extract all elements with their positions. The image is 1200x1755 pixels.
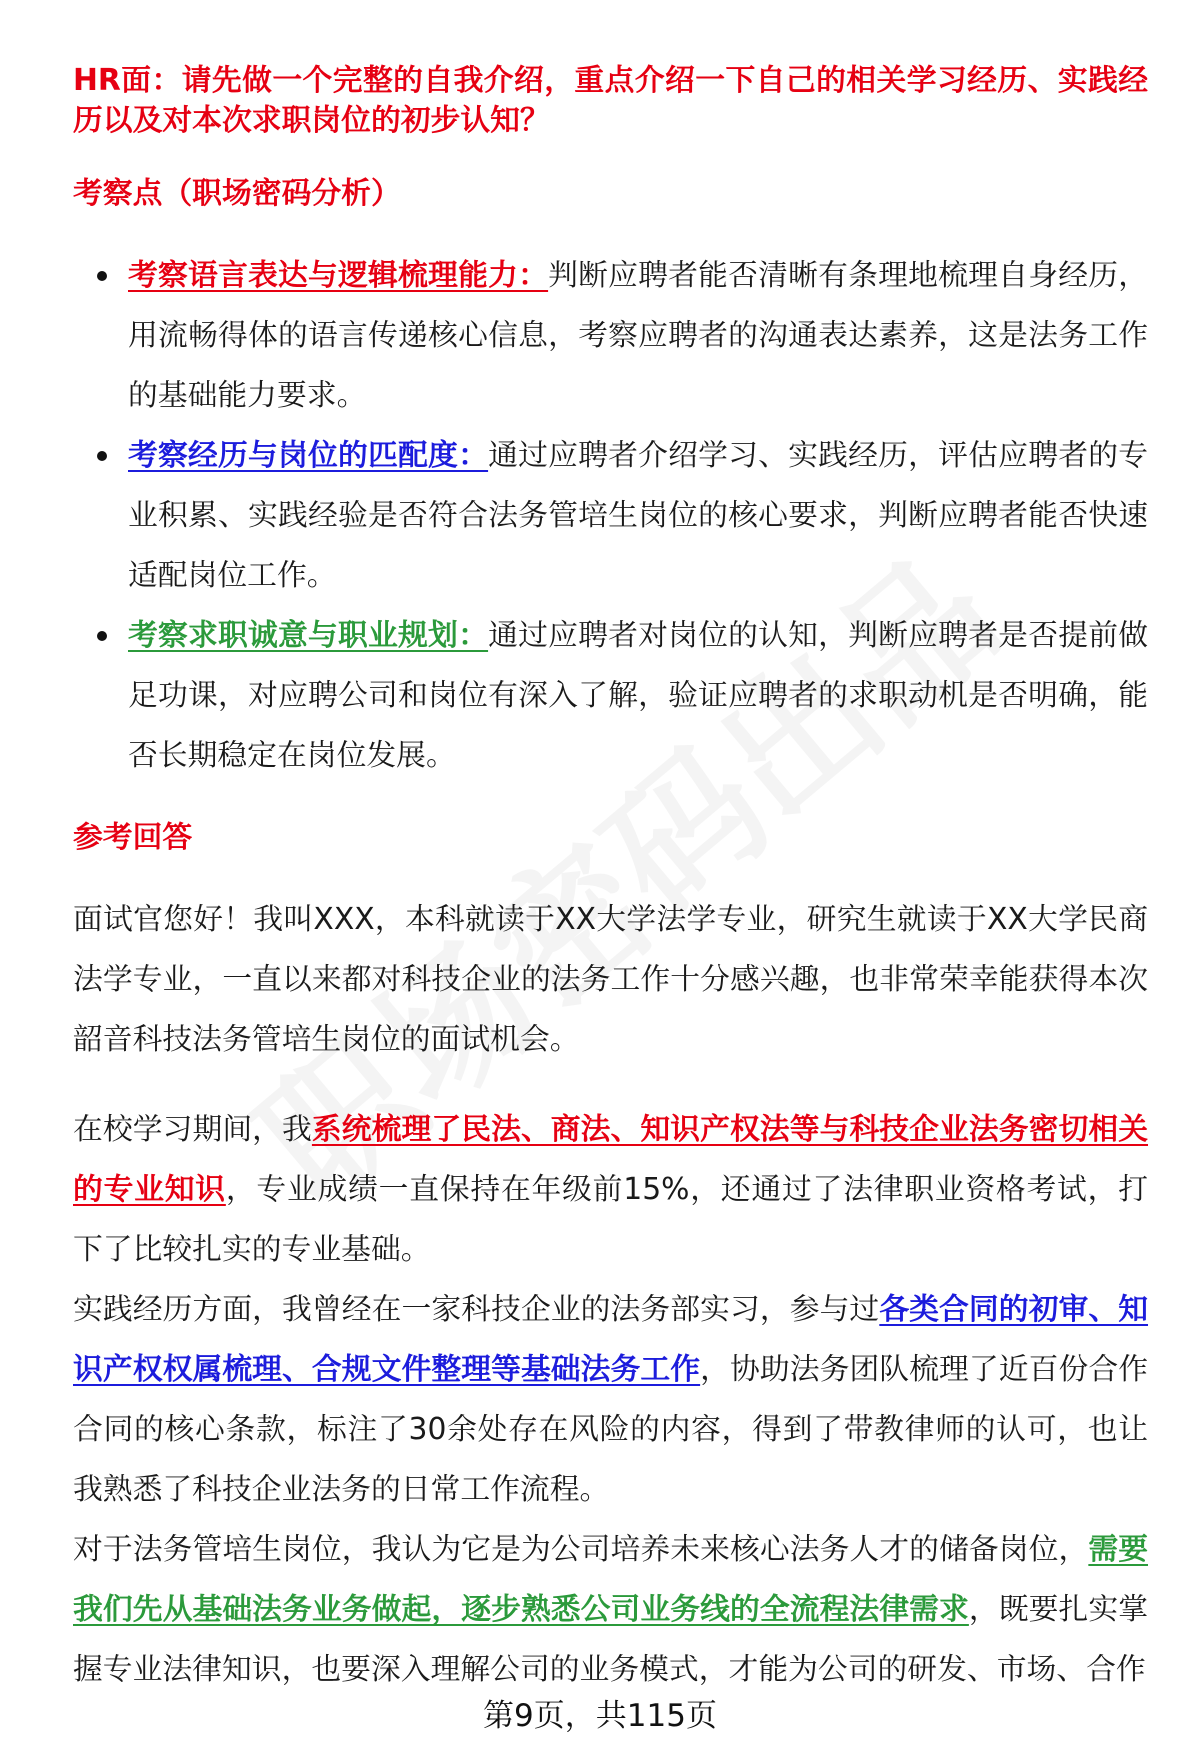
analysis-item-label: 考察经历与岗位的匹配度： <box>128 438 489 473</box>
paragraph-text: ，既要扎实掌握专业法律知识，也要深入理解公司的业务模式，才能为公司的研发、市场、合作 <box>73 1592 1149 1687</box>
analysis-item-sincerity <box>128 606 1148 786</box>
bullet-icon <box>97 451 107 461</box>
document-page <box>73 0 1148 1700</box>
paragraph-text: 实践经历方面，我曾经在一家科技企业的法务部实习，参与过 <box>73 1292 880 1327</box>
highlight-text: 需要我们先从基础法务业务做起，逐步熟悉公司业务线的全流程法律需求 <box>73 1532 1149 1627</box>
analysis-item-label: 考察语言表达与逻辑梳理能力： <box>128 258 549 293</box>
highlight-text: 系统梳理了民法、商法、知识产权法等与科技企业法务密切相关的专业知识 <box>73 1112 1149 1207</box>
analysis-heading: 考察点（职场密码分析） <box>73 176 401 211</box>
analysis-item-match <box>128 426 1148 606</box>
paragraph-text: ，协助法务团队梳理了近百份合作合同的核心条款，标注了30余处存在风险的内容，得到了带教律师的认可，也让我熟悉了科技企业法务的日常工作流程。 <box>73 1352 1149 1507</box>
answer-paragraph-study <box>73 1100 1148 1280</box>
analysis-list <box>73 246 1148 786</box>
highlight-text: 各类合同的初审、知识产权权属梳理、合规文件整理等基础法务工作 <box>73 1292 1149 1387</box>
answer-paragraph-practice <box>73 1280 1148 1520</box>
answer-paragraph-role <box>73 1520 1148 1700</box>
analysis-item-label: 考察求职诚意与职业规划： <box>128 618 489 653</box>
analysis-item-text: 通过应聘者对岗位的认知，判断应聘者是否提前做足功课，对应聘公司和岗位有深入了解，验证应聘者的求职动机是否明确，能否长期稳定在岗位发展。 <box>128 618 1149 773</box>
analysis-item-text: 通过应聘者介绍学习、实践经历，评估应聘者的专业积累、实践经验是否符合法务管培生岗位的核心要求，判断应聘者能否快速适配岗位工作。 <box>128 438 1149 593</box>
bullet-icon <box>97 631 107 641</box>
paragraph-text: ，专业成绩一直保持在年级前15%，还通过了法律职业资格考试，打下了比较扎实的专业基础。 <box>73 1172 1148 1267</box>
bullet-icon <box>97 271 107 281</box>
question-title: HR面：请先做一个完整的自我介绍，重点介绍一下自己的相关学习经历、实践经历以及对本次求职岗位的初步认知？ <box>73 63 1148 138</box>
answer-paragraph-intro: 面试官您好！我叫XXX，本科就读于XX大学法学专业，研究生就读于XX大学民商法学专业，一直以来都对科技企业的法务工作十分感兴趣，也非常荣幸能获得本次韶音科技法务管培生岗位的面试机会。 <box>73 902 1148 1057</box>
paragraph-text: 对于法务管培生岗位，我认为它是为公司培养未来核心法务人才的储备岗位， <box>73 1532 1089 1567</box>
paragraph-text: 在校学习期间，我 <box>73 1112 312 1147</box>
analysis-item-text: 判断应聘者能否清晰有条理地梳理自身经历，用流畅得体的语言传递核心信息，考察应聘者的沟通表达素养，这是法务工作的基础能力要求。 <box>128 258 1149 413</box>
answer-heading: 参考回答 <box>73 820 193 855</box>
analysis-item-expression <box>128 246 1148 426</box>
page-indicator: 第9页，共115页 <box>483 1698 717 1734</box>
